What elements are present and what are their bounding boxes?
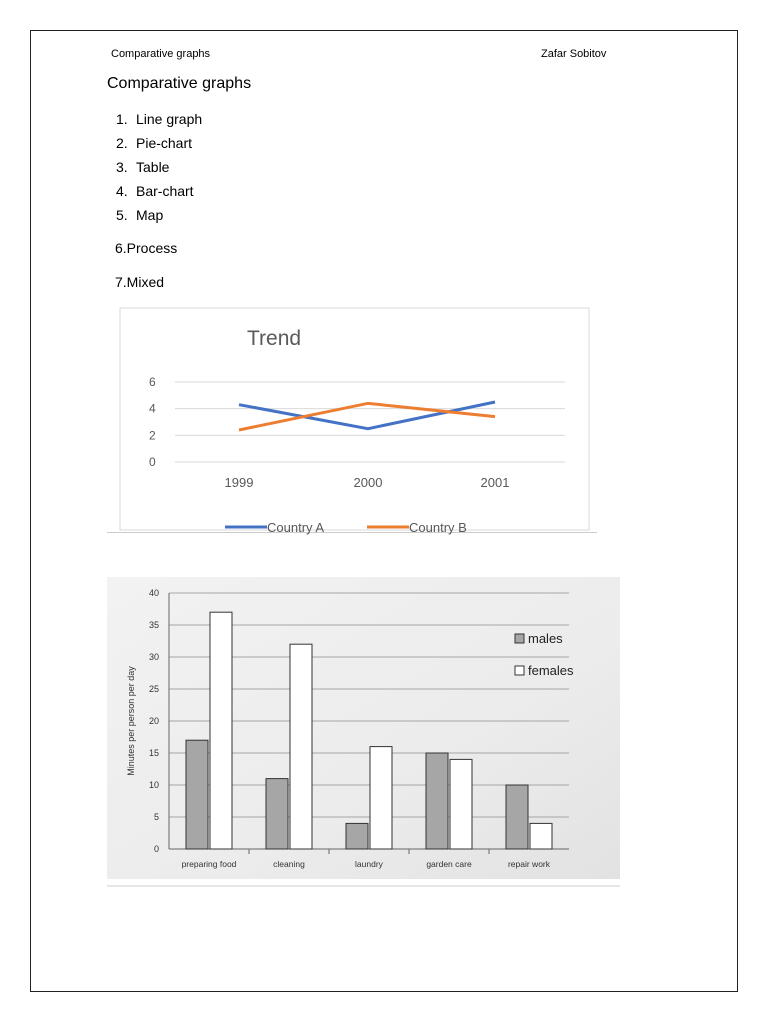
bar-females	[370, 747, 392, 849]
list-number: 4.	[116, 183, 128, 199]
y-tick-label: 2	[149, 428, 156, 443]
y-tick-label: 40	[148, 588, 159, 598]
bar-females	[210, 612, 232, 849]
x-tick-label: 2000	[353, 475, 383, 490]
y-tick-label: 4	[149, 401, 156, 416]
list-number: 5.	[116, 207, 128, 223]
bar-females	[530, 823, 552, 849]
y-tick-label: 6	[149, 375, 156, 389]
list-number: 2.	[116, 135, 128, 151]
legend-label: Country A	[267, 520, 325, 535]
doc-title: Comparative graphs	[107, 75, 252, 92]
bar-females	[290, 644, 312, 849]
minutes-bar-chart	[107, 577, 620, 887]
list-label: Bar-chart	[136, 183, 194, 199]
y-tick-label: 10	[148, 780, 159, 790]
x-tick-label: garden care	[426, 859, 472, 869]
y-tick-label: 0	[149, 455, 156, 469]
bar-females	[450, 759, 472, 849]
legend-swatch	[515, 666, 524, 675]
x-tick-label: 2001	[480, 475, 510, 490]
list-label: Table	[136, 159, 170, 175]
bar-males	[426, 753, 448, 849]
bar-males	[346, 823, 368, 849]
trend-line-chart	[107, 307, 599, 535]
chart-title: Trend	[247, 327, 302, 350]
y-tick-label: 30	[148, 652, 159, 662]
chart-frame	[120, 308, 589, 530]
list-number: 1.	[116, 111, 128, 127]
list-item	[116, 181, 202, 205]
legend-label: females	[528, 663, 574, 678]
list-number: 3.	[116, 159, 128, 175]
y-tick-label: 35	[148, 620, 159, 630]
x-tick-label: 1999	[224, 475, 254, 490]
list-label: Pie-chart	[136, 135, 193, 151]
x-tick-label: cleaning	[273, 859, 305, 869]
chart-type-list	[116, 109, 202, 229]
legend-label: males	[528, 631, 563, 646]
bar-males	[266, 779, 288, 849]
header-right: Zafar Sobitov	[541, 48, 607, 60]
y-axis-label: Minutes per person per day	[126, 666, 136, 776]
header-left: Comparative graphs	[111, 48, 211, 60]
list-item	[116, 109, 202, 133]
x-tick-label: laundry	[355, 859, 383, 869]
bar-males	[186, 740, 208, 849]
legend-label: Country B	[409, 520, 467, 535]
list-item	[116, 133, 202, 157]
x-tick-label: preparing food	[181, 859, 237, 869]
y-tick-label: 5	[153, 812, 159, 822]
list-item	[116, 205, 202, 229]
x-tick-label: repair work	[507, 859, 551, 869]
bar-males	[506, 785, 528, 849]
list-item	[116, 157, 202, 181]
extra-item-mixed: 7.Mixed	[115, 274, 165, 290]
y-tick-label: 0	[153, 844, 159, 854]
y-tick-label: 25	[148, 684, 159, 694]
y-tick-label: 20	[148, 716, 159, 726]
legend-swatch	[515, 634, 524, 643]
extra-item-process: 6.Process	[115, 240, 178, 256]
list-label: Map	[136, 207, 164, 223]
y-tick-label: 15	[148, 748, 159, 758]
list-label: Line graph	[136, 111, 203, 127]
